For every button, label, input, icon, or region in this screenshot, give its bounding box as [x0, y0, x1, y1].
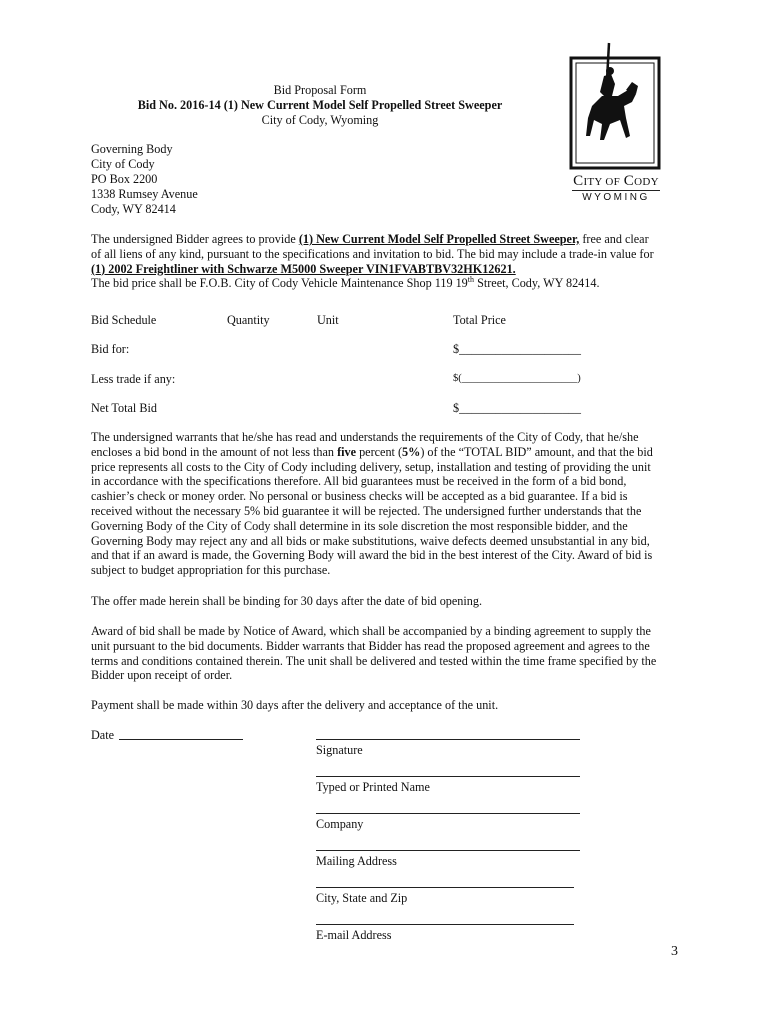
- address-street: 1338 Rumsey Avenue: [91, 187, 198, 201]
- logo-city-name: CITY OF CODY: [573, 173, 659, 189]
- logo-state: WYOMING: [582, 192, 650, 203]
- address-po-box: PO Box 2200: [91, 172, 158, 186]
- net-total-label: Net Total Bid: [91, 401, 157, 415]
- trade-in-item: (1) 2002 Freightliner with Schwarze M5000 Sweeper VIN1FVABTBV32HK12621.: [91, 261, 516, 276]
- address-city-state-zip: Cody, WY 82414: [91, 202, 176, 216]
- printed-name-line[interactable]: [316, 776, 580, 777]
- sweeper-item: (1) New Current Model Self Propelled Street Sweeper,: [298, 232, 580, 246]
- email-label: E-mail Address: [316, 928, 392, 942]
- mailing-address-line[interactable]: [316, 850, 580, 851]
- form-title: Bid Proposal Form: [273, 83, 367, 97]
- city-state-zip-line[interactable]: [316, 887, 574, 888]
- schedule-header-unit: Unit: [317, 313, 339, 327]
- date-field[interactable]: [119, 739, 243, 740]
- payment-paragraph: Payment shall be made within 30 days after the delivery and acceptance of the unit.: [91, 698, 499, 712]
- company-line[interactable]: [316, 813, 580, 814]
- bid-number-title: Bid No. 2016-14 (1) New Current Model Self Propelled Street Sweeper: [137, 98, 503, 112]
- horseman-emblem-icon: [566, 40, 666, 170]
- company-label: Company: [316, 817, 364, 831]
- schedule-header-bid-schedule: Bid Schedule: [91, 313, 157, 327]
- city-subtitle: City of Cody, Wyoming: [261, 113, 379, 127]
- trade-in-field[interactable]: $(______________________): [453, 373, 581, 384]
- net-total-field[interactable]: $____________________: [453, 401, 581, 415]
- address-city: City of Cody: [91, 157, 155, 171]
- logo-divider: [572, 190, 660, 191]
- signature-line[interactable]: [316, 739, 580, 740]
- mailing-address-label: Mailing Address: [316, 854, 397, 868]
- offer-paragraph: The offer made herein shall be binding for 30 days after the date of bid opening.: [91, 594, 482, 608]
- address-governing-body: Governing Body: [91, 142, 173, 156]
- signature-label: Signature: [316, 743, 363, 757]
- schedule-header-total-price: Total Price: [453, 313, 506, 327]
- date-label: Date: [91, 728, 115, 742]
- city-state-zip-label: City, State and Zip: [316, 891, 408, 905]
- bid-for-label: Bid for:: [91, 342, 130, 356]
- city-of-cody-logo: [566, 40, 666, 208]
- bid-for-field[interactable]: $____________________: [453, 342, 581, 356]
- award-paragraph: Award of bid shall be made by Notice of Award, which shall be accompanied by a binding agreement to supply the unit pursuant to the bid documents. Bidder warrants that Bidder has read the proposed agreement and agrees to the terms and conditions contained therein. The unit shall be delivered and tested within the time frame specified by the Bidder upon receipt of order.: [91, 624, 657, 683]
- schedule-header-quantity: Quantity: [227, 313, 270, 327]
- trade-in-label: Less trade if any:: [91, 372, 176, 386]
- printed-name-label: Typed or Printed Name: [316, 780, 430, 794]
- warranty-paragraph: The undersigned warrants that he/she has read and understands the requirements of the City of Cody, that he/she encloses a bid bond in the amount of not less than five percent (5%) of the “TOTAL BID” amount, and that the bid price represents all costs to the City of Cody including delivery, setup, installation and testing of providing the unit in accordance with the specifications therefore. All bid guarantees must be received in the form of a bid bond, cashier’s check or money order. No personal or business checks will be accepted as a bid guarantee. If a bid is received without the necessary 5% bid guarantee it will be rejected. The undersigned further understands that the Governing Body of the City of Cody shall determine in its sole discretion the most responsible bidder, and the Governing Body may reject any and all bids or make substitutions, waive defects deemed unsubstantial in any bid, and that if an award is made, the Governing Body will award the bid in the best interest of the City. Award of bid is subject to budget appropriation for this purchase.: [91, 430, 653, 578]
- email-line[interactable]: [316, 924, 574, 925]
- page-number: 3: [671, 944, 678, 959]
- intro-paragraph: The undersigned Bidder agrees to provide (1) New Current Model Self Propelled Street Sweeper, free and clear of all liens of any kind, pursuant to the specifications and invitation to bid. The bid may include a trade-in value for (1) 2002 Freightliner with Schwarze M5000 Sweeper VIN1FVABTBV32HK12621. The bid price shall be F.O.B. City of Cody Vehicle Maintenance Shop 119 19th Street, Cody, WY 82414.: [91, 232, 687, 291]
